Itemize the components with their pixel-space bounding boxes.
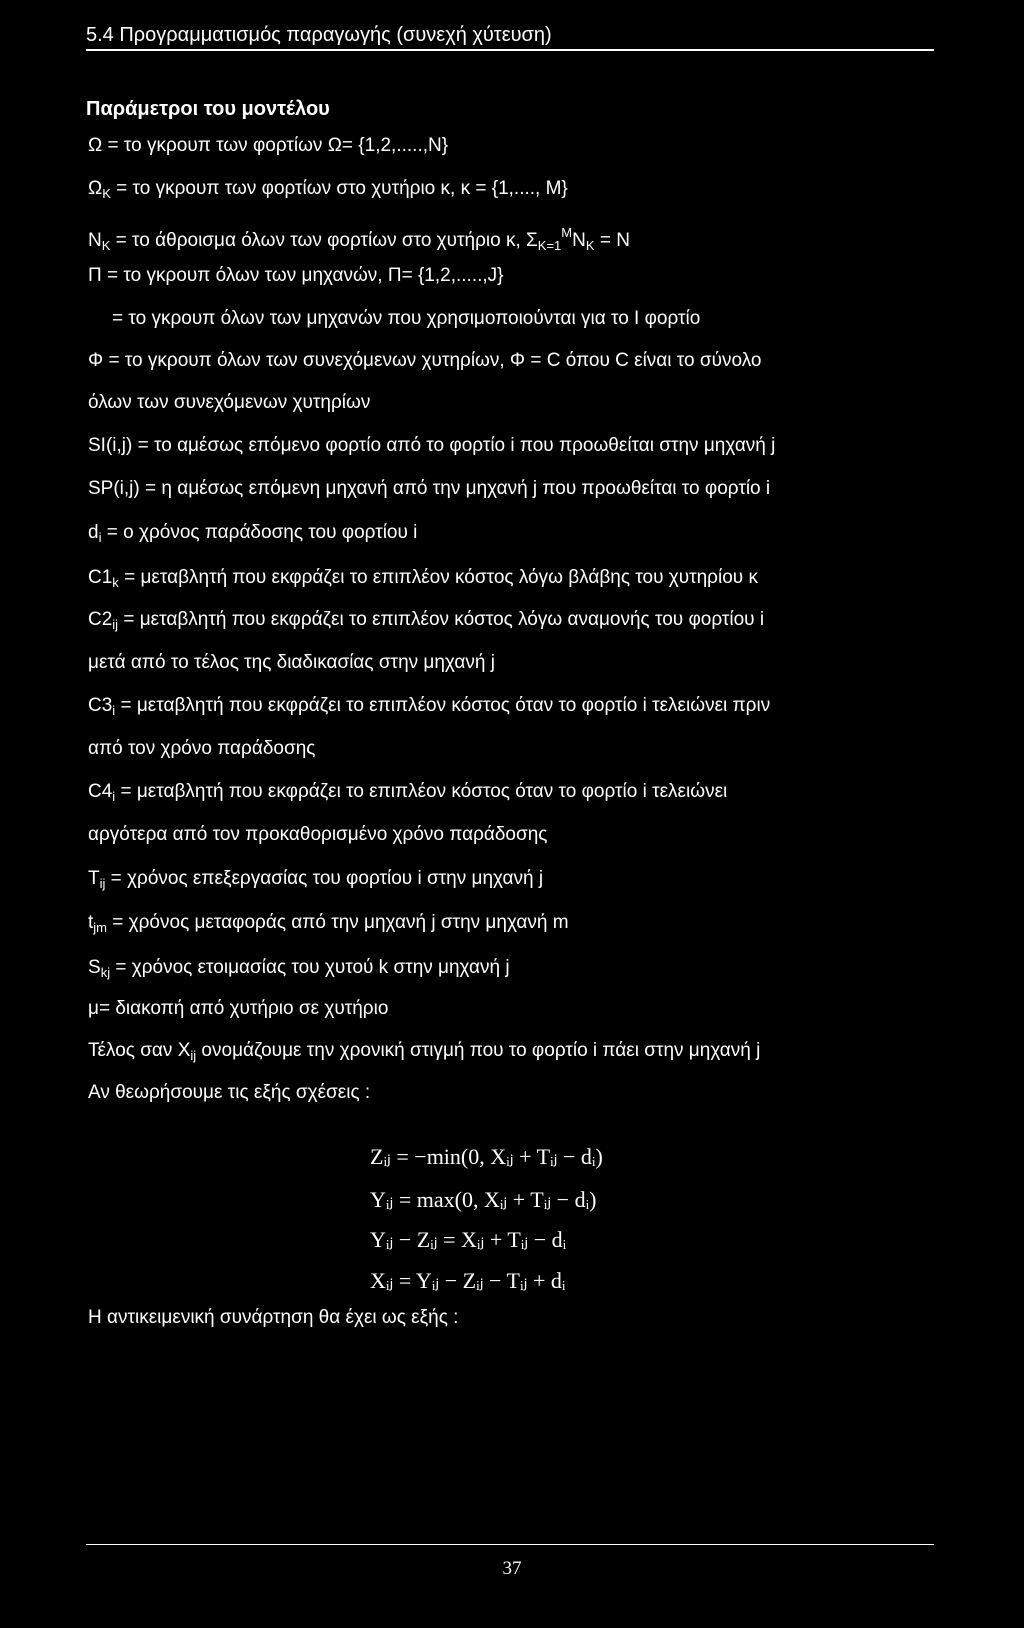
page-header: 5.4 Προγραμματισμός παραγωγής (συνεχή χύτευση): [86, 24, 552, 46]
section-title: Παράμετροι του μοντέλου: [86, 98, 330, 120]
equation-y-minus-z: Yᵢⱼ − Zᵢⱼ = Xᵢⱼ + Tᵢⱼ − dᵢ: [370, 1227, 567, 1252]
relations-intro: Αν θεωρήσουμε τις εξής σχέσεις :: [88, 1082, 371, 1103]
param-mu: μ= διακοπή από χυτήριο σε χυτήριο: [88, 998, 389, 1019]
param-c4: $C4_i = \mu\varepsilon\tau\alpha\beta\lambda\eta\tau ή$ που εκφράζει το επιπλέον κόστος όταν το φορτίο i τελειώνει: [88, 781, 728, 804]
param-c4-continued: αργότερα από τον προκαθορισμένο χρόνο παράδοσης: [88, 824, 548, 845]
param-phi: Φ = το γκρουπ όλων των συνεχόμενων χυτηρίων, Φ = C όπου C είναι το σύνολο: [88, 350, 762, 371]
param-d: $d_i = o$ χρόνος παράδοσης του φορτίου i: [88, 522, 418, 545]
param-tjm: $t_{jm} = \chi\rho ό\nu o\varsigma$ μεταφοράς από την μηχανή j στην μηχανή m: [88, 912, 569, 935]
param-c2-continued: μετά από το τέλος της διαδικασίας στην μηχανή j: [88, 652, 495, 673]
param-machines-used: = το γκρουπ όλων των μηχανών που χρησιμοποιούνται για το I φορτίο: [112, 308, 701, 329]
param-t: $T_{ij} = \chi\rho ό\nu o\varsigma$ επεξεργασίας του φορτίου i στην μηχανή j: [88, 868, 544, 891]
header-divider: [86, 49, 934, 51]
equation-x: Xᵢⱼ = Yᵢⱼ − Zᵢⱼ − Tᵢⱼ + dᵢ: [370, 1268, 566, 1293]
equation-z: Zᵢⱼ = −min(0, Xᵢⱼ + Tᵢⱼ − dᵢ): [370, 1144, 603, 1169]
param-sp: SP(i,j) = η αμέσως επόμενη μηχανή από την μηχανή j που προωθείται το φορτίο i: [88, 478, 771, 499]
param-s: $S_{kj} = \chi\rho ό\nu o\varsigma$ ετοιμασίας του χυτού k στην μηχανή j: [88, 957, 510, 980]
footer-divider: [86, 1544, 934, 1545]
param-n-k: $N_K = \tau o$ άθροισμα όλων των φορτίων στο χυτήριο κ, $\Sigma_{K=1}^MN_K = N$: [88, 225, 630, 253]
param-c2: $C2_{ij} = \mu\varepsilon\tau\alpha\beta\lambda\eta\tau ή$ που εκφράζει το επιπλέον κόστος λόγω αναμονής του φορτίου i: [88, 609, 765, 632]
param-si: SI(i,j) = το αμέσως επόμενο φορτίο από το φορτίο i που προωθείται στην μηχανή j: [88, 435, 776, 456]
param-pi: Π = το γκρουπ όλων των μηχανών, Π= {1,2,.....,J}: [88, 265, 504, 286]
param-phi-continued: όλων των συνεχόμενων χυτηρίων: [88, 392, 371, 413]
param-omega: Ω = το γκρουπ των φορτίων Ω= {1,2,.....,N}: [88, 135, 449, 156]
objective-intro: Η αντικειμενική συνάρτηση θα έχει ως εξής :: [88, 1307, 459, 1328]
param-omega-k: $\Omega_K = \tau o$ γκρουπ των φορτίων στο χυτήριο κ, κ = {1,...., M}: [88, 178, 568, 201]
equation-y: Yᵢⱼ = max(0, Xᵢⱼ + Tᵢⱼ − dᵢ): [370, 1187, 597, 1212]
param-c3: $C3_i = \mu\varepsilon\tau\alpha\beta\lambda\eta\tau ή$ που εκφράζει το επιπλέον κόστος όταν το φορτίο i τελειώνει πριν: [88, 695, 771, 718]
param-c1: $C1_k = \mu\varepsilon\tau\alpha\beta\lambda\eta\tau ή$ που εκφράζει το επιπλέον κόστος λόγω βλάβης του χυτηρίου κ: [88, 567, 758, 590]
param-x: Τέλος σαν $X_{ij}$ ονομάζουμε την χρονική στιγμή που το φορτίο i πάει στην μηχανή j: [88, 1040, 761, 1063]
param-c3-continued: από τον χρόνο παράδοσης: [88, 738, 316, 759]
page-number: 37: [502, 1558, 522, 1579]
